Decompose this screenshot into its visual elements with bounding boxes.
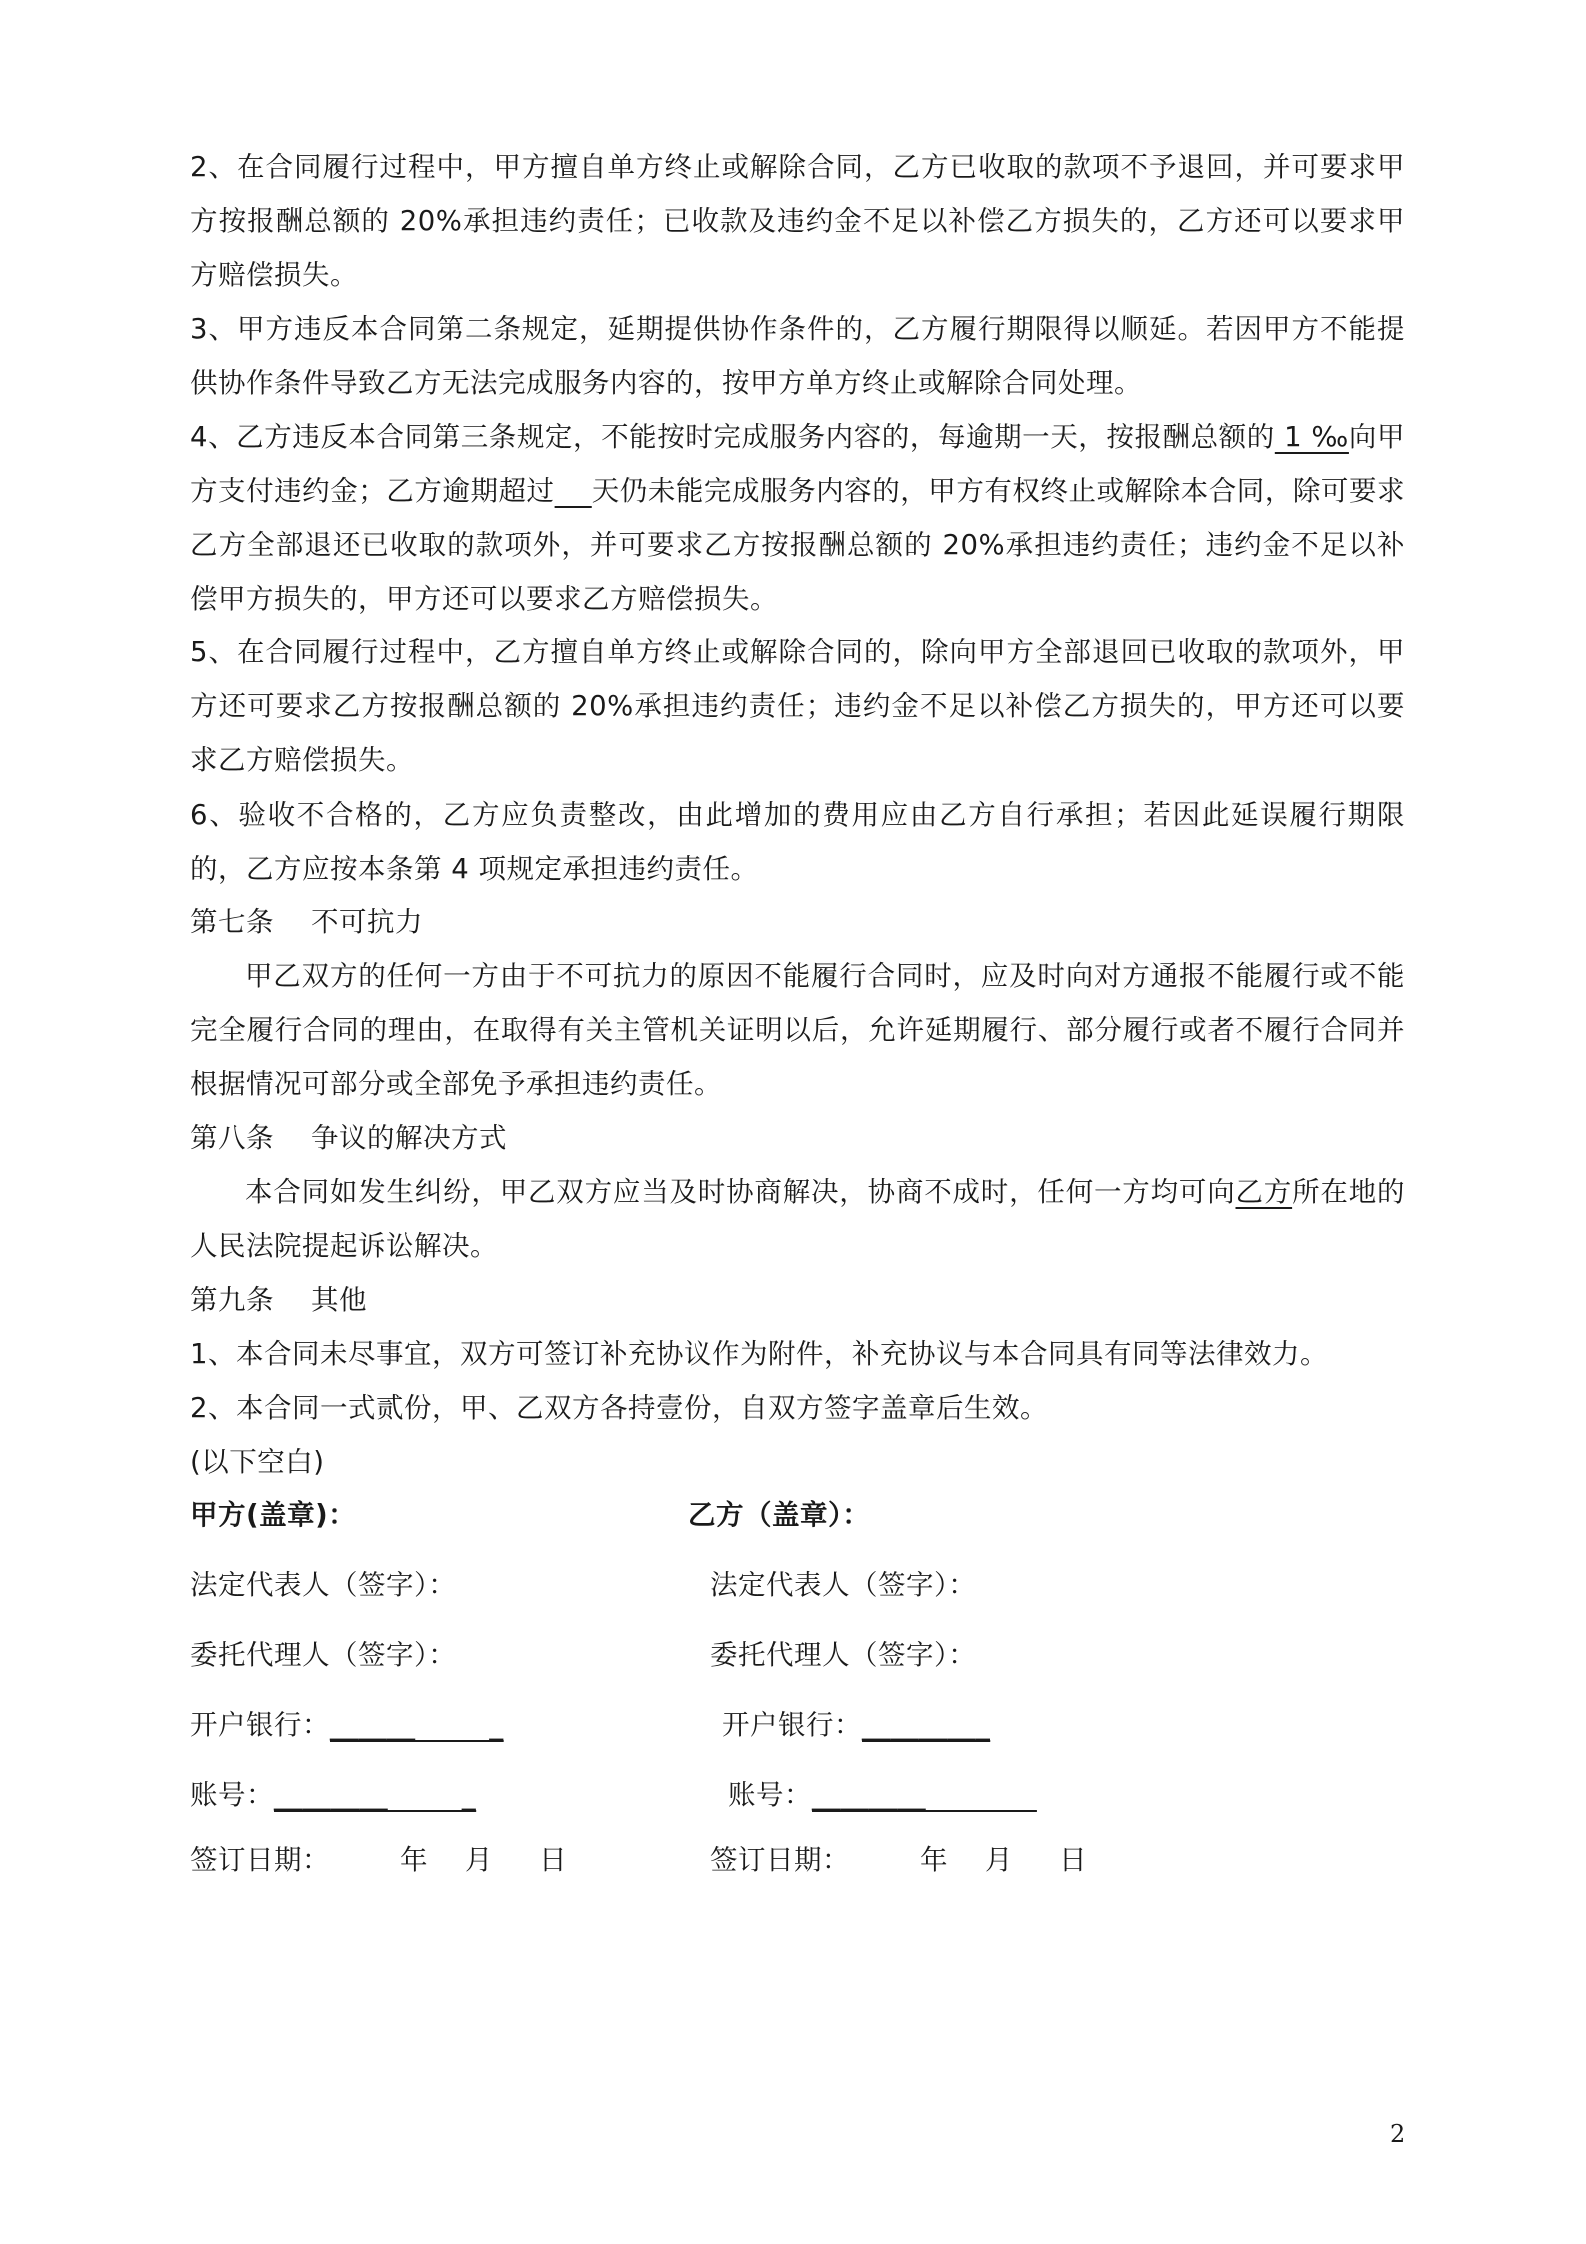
clause-5: 5、在合同履行过程中，乙方擅自单方终止或解除合同的，除向甲方全部退回已收取的款项外，甲方还可要求乙方按报酬总额的 20%承担违约责任；违约金不足以补偿乙方损失的，甲方还可以要求乙方赔偿损失。 [190, 636, 1405, 776]
article-8-body [190, 1165, 1405, 1273]
party-b-bank-blank: _________ [862, 1709, 991, 1741]
party-b-account-blank: ________ [812, 1779, 1037, 1811]
article-9-item-1: 1、本合同未尽事宜，双方可签订补充协议作为附件，补充协议与本合同具有同等法律效力。 [190, 1338, 1328, 1370]
article-9-title: 第九条 其他 [190, 1284, 367, 1316]
party-a-account-blank: ________ _ [274, 1779, 477, 1811]
clause-4-text-b: 向甲方支付违约金；乙方逾期超过 [190, 421, 1405, 507]
article-9-item-2: 2、本合同一式贰份，甲、乙双方各持壹份，自双方签字盖章后生效。 [190, 1392, 1048, 1424]
clause-4-text-a: 4、乙方违反本合同第三条规定，不能按时完成服务内容的，每逾期一天，按报酬总额的 [190, 421, 1275, 453]
article-8-title: 第八条 争议的解决方式 [190, 1122, 507, 1154]
blank-below-note: (以下空白) [190, 1446, 325, 1478]
article-7-title: 第七条 不可抗力 [190, 906, 423, 938]
jurisdiction-party: 乙方 [1235, 1176, 1293, 1208]
article-8-text-a: 本合同如发生纠纷，甲乙双方应当及时协商解决，协商不成时，任何一方均可向 [245, 1176, 1236, 1208]
page-number: 2 [1390, 2120, 1406, 2148]
party-b-agent-label: 委托代理人（签字）： [710, 1639, 977, 1671]
clause-3: 3、甲方违反本合同第二条规定，延期提供协作条件的，乙方履行期限得以顺延。若因甲方不能提供协作条件导致乙方无法完成服务内容的，按甲方单方终止或解除合同处理。 [190, 313, 1405, 399]
party-b-bank-label: 开户银行： [722, 1709, 862, 1741]
party-b-bank-row [722, 1705, 990, 1745]
party-b-date-value: 年 月 日 [920, 1844, 1088, 1876]
party-a-bank-label: 开户银行： [190, 1709, 330, 1741]
party-a-bank-row [190, 1705, 504, 1745]
article-8-text-b: 所在地的人民法院提起诉讼解决。 [190, 1176, 1406, 1262]
penalty-rate: 1 ‰ [1274, 421, 1349, 453]
article-7-body: 甲乙双方的任何一方由于不可抗力的原因不能履行合同时，应及时向对方通报不能履行或不能完全履行合同的理由，在取得有关主管机关证明以后，允许延期履行、部分履行或者不履行合同并根据情况可部分或全部免予承担违约责任。 [190, 960, 1405, 1100]
party-a-date-value: 年 月 日 [400, 1844, 568, 1876]
clause-4 [190, 410, 1405, 626]
party-a-account-label: 账号： [190, 1779, 274, 1811]
party-a-seal-label: 甲方(盖章)： [190, 1499, 357, 1531]
overdue-days-blank [555, 475, 592, 507]
party-b-account-row [728, 1775, 1037, 1815]
clause-2: 2、在合同履行过程中，甲方擅自单方终止或解除合同，乙方已收取的款项不予退回，并可要求甲方按报酬总额的 20%承担违约责任；已收款及违约金不足以补偿乙方损失的，乙方还可以要求甲方赔偿损失。 [190, 151, 1405, 291]
party-a-account-row [190, 1775, 476, 1815]
party-a-agent-label: 委托代理人（签字）： [190, 1639, 457, 1671]
party-b-legal-rep-label: 法定代表人（签字）： [710, 1569, 977, 1601]
party-b-account-label: 账号： [728, 1779, 812, 1811]
clause-6: 6、验收不合格的，乙方应负责整改，由此增加的费用应由乙方自行承担；若因此延误履行期限的，乙方应按本条第 4 项规定承担违约责任。 [190, 799, 1405, 885]
party-b-seal-label: 乙方（盖章）： [688, 1499, 871, 1531]
party-a-bank-blank: ______ _ [330, 1709, 504, 1741]
party-b-date-label: 签订日期： [710, 1844, 850, 1876]
party-a-legal-rep-label: 法定代表人（签字）： [190, 1569, 457, 1601]
party-a-date-label: 签订日期： [190, 1844, 330, 1876]
clause-4-text-c: 天仍未能完成服务内容的，甲方有权终止或解除本合同，除可要求乙方全部退还已收取的款项外，并可要求乙方按报酬总额的 20%承担违约责任；违约金不足以补偿甲方损失的，甲方还可以要求乙方赔偿损失。 [190, 475, 1406, 615]
